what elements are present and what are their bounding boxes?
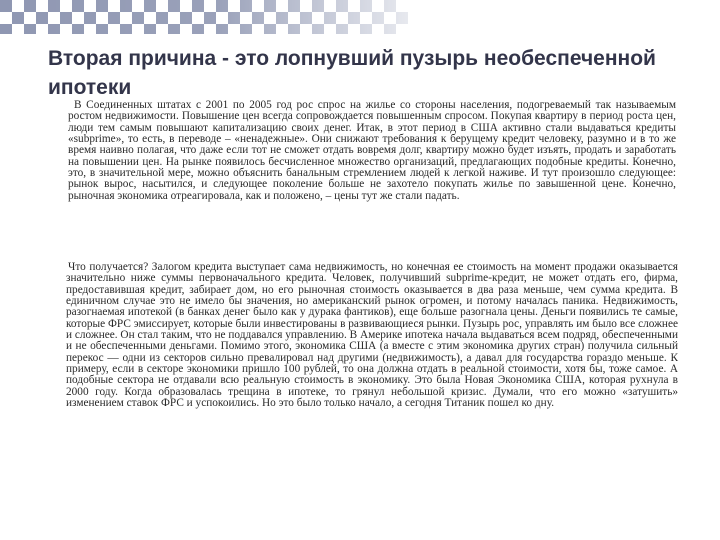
checker-square [228, 12, 240, 24]
checker-square [324, 12, 336, 24]
checker-square [252, 24, 264, 36]
checker-square [240, 24, 252, 36]
checker-square [300, 0, 312, 12]
body-paragraph-1: В Соединенных штатах с 2001 по 2005 год рос спрос на жилье со стороны населения, подогреваемый так называемым ростом недвижимости. Повышение цен всегда сопровождается повышенным спросом. Покупая квартиру в период роста цен, люди тем самым повышают капитализацию своих денег. Итак, в этот период в США активно стали выдаваться кредиты «subprime», то есть, в переводе – «ненадежные». Они снижают требования к берущему кредит человеку, разумно и в то же время наивно полагая, что даже если тот не сможет отдать вовремя долг, квартиру можно будет изъять, продать и заработать на повышении цен. На рынке появилось бесчисленное множество организаций, предлагающих подобные кредиты. Конечно, это, в значительной мере, можно объяснить банальным стремлением людей к легкой наживе. И тут произошло следующее: рынок вырос, насытился, и следующее поколение больше не захотело покупать жилье по завышенной цене. Конечно, рыночная экономика отреагировала, как и положено, – цены тут же стали падать. [68, 99, 676, 202]
checker-square [348, 12, 360, 24]
slide-title: Вторая причина - это лопнувший пузырь необеспеченной ипотеки [48, 47, 656, 99]
checker-square [252, 0, 264, 12]
checker-square [12, 24, 24, 36]
checker-square [36, 12, 48, 24]
body-paragraph-2: Что получается? Залогом кредита выступает сама недвижимость, но конечная ее стоимость на момент продажи оказывается значительно ниже суммы первоначального кредита. Человек, получивший subprime-кредит, не может отдать его, фирма, предоставившая кредит, забирает дом, но его рыночная стоимость оказывается в два раза меньше, чем сумма кредита. В единичном случае это не имело бы значения, но американский рынок огромен, и потому началась паника. Недвижимость, разогнаемая ипотекой (в банках денег было как у дурака фантиков), еще больше разогнала цены. Деньги появились те самые, которые ФРС эмиссирует, которые были инвестированы в развивающиеся рынки. Пузырь рос, управлять им было все сложнее и сложнее. Он стал таким, что не поддавался управлению. В Америке ипотека начала выдаваться всем подряд, обеспеченными и не обеспеченными деньгами. Помимо этого, экономика США (а вместе с этим экономика других стран) получила сильный перекос — одни из секторов сильно превалировал над другими (недвижимость), а давал для государства гораздо меньше. К примеру, если в секторе экономики пришло 100 рублей, то она должна отдать в реальной стоимости, хотя бы, тоже самое. А подобные сектора не отдавали всю реальную стоимость в экономику. Это была Новая Экономика США, которая рухнула в 2000 году. Когда образовалась трещина в ипотеке, то грянул небольшой кризис. Думали, что его можно «затушить» изменением ставок ФРС и успокоились. Но это было только начало, а сегодня Титаник пошел ко дну. [66, 261, 678, 410]
checker-square [24, 0, 36, 12]
checker-square [192, 24, 204, 36]
checker-square [36, 24, 48, 36]
checker-square [324, 0, 336, 12]
checker-square [0, 0, 12, 12]
checker-square [120, 24, 132, 36]
checker-square [336, 0, 348, 12]
checker-square [12, 0, 24, 12]
checker-square [276, 24, 288, 36]
checker-square [180, 12, 192, 24]
checker-square [144, 0, 156, 12]
checker-square [84, 12, 96, 24]
checker-square [108, 0, 120, 12]
checker-square [240, 0, 252, 12]
checker-square [72, 12, 84, 24]
checker-square [120, 12, 132, 24]
checker-square [324, 24, 336, 36]
checker-square [24, 24, 36, 36]
checker-square [84, 0, 96, 12]
checker-square [204, 24, 216, 36]
checker-square [96, 12, 108, 24]
checker-square [12, 12, 24, 24]
checker-square [180, 0, 192, 12]
checker-square [0, 24, 12, 36]
checker-square [144, 12, 156, 24]
checker-square [264, 12, 276, 24]
checker-square [72, 0, 84, 12]
checker-square [96, 24, 108, 36]
checker-square [120, 0, 132, 12]
checker-square [132, 12, 144, 24]
checker-square [168, 0, 180, 12]
checker-square [312, 24, 324, 36]
checker-square [204, 12, 216, 24]
checker-square [156, 12, 168, 24]
checker-square [156, 0, 168, 12]
checker-square [216, 24, 228, 36]
checker-square [288, 0, 300, 12]
checker-square [216, 12, 228, 24]
checker-square [108, 12, 120, 24]
checker-square [204, 0, 216, 12]
checker-square [264, 0, 276, 12]
checker-square [396, 12, 408, 24]
checker-square [180, 24, 192, 36]
checker-square [168, 12, 180, 24]
checker-square [288, 24, 300, 36]
checker-square [48, 12, 60, 24]
checker-square [372, 12, 384, 24]
checker-square [264, 24, 276, 36]
checker-square [48, 24, 60, 36]
checker-square [252, 12, 264, 24]
checker-square [336, 12, 348, 24]
checker-square [132, 0, 144, 12]
checker-square [228, 0, 240, 12]
checker-square [240, 12, 252, 24]
checker-square [228, 24, 240, 36]
checker-square [24, 12, 36, 24]
checker-square [48, 0, 60, 12]
checker-square [396, 24, 408, 36]
checker-square [108, 24, 120, 36]
decorative-checker-pattern [0, 0, 720, 34]
checker-square [360, 24, 372, 36]
checker-square [84, 24, 96, 36]
checker-square [360, 12, 372, 24]
checker-square [288, 12, 300, 24]
checker-square [192, 12, 204, 24]
checker-square [300, 12, 312, 24]
checker-square [156, 24, 168, 36]
checker-square [384, 24, 396, 36]
checker-square [132, 24, 144, 36]
checker-square [312, 12, 324, 24]
checker-square [144, 24, 156, 36]
checker-square [372, 24, 384, 36]
checker-square [192, 0, 204, 12]
checker-square [60, 24, 72, 36]
checker-square [348, 0, 360, 12]
checker-square [168, 24, 180, 36]
checker-square [276, 12, 288, 24]
checker-square [312, 0, 324, 12]
checker-square [72, 24, 84, 36]
checker-square [60, 0, 72, 12]
checker-square [372, 0, 384, 12]
checker-square [396, 0, 408, 12]
checker-square [60, 12, 72, 24]
checker-square [336, 24, 348, 36]
checker-square [348, 24, 360, 36]
checker-square [216, 0, 228, 12]
checker-square [384, 12, 396, 24]
checker-square [300, 24, 312, 36]
checker-square [384, 0, 396, 12]
checker-square [36, 0, 48, 12]
checker-square [276, 0, 288, 12]
checker-square [96, 0, 108, 12]
checker-square [360, 0, 372, 12]
checker-square [0, 12, 12, 24]
